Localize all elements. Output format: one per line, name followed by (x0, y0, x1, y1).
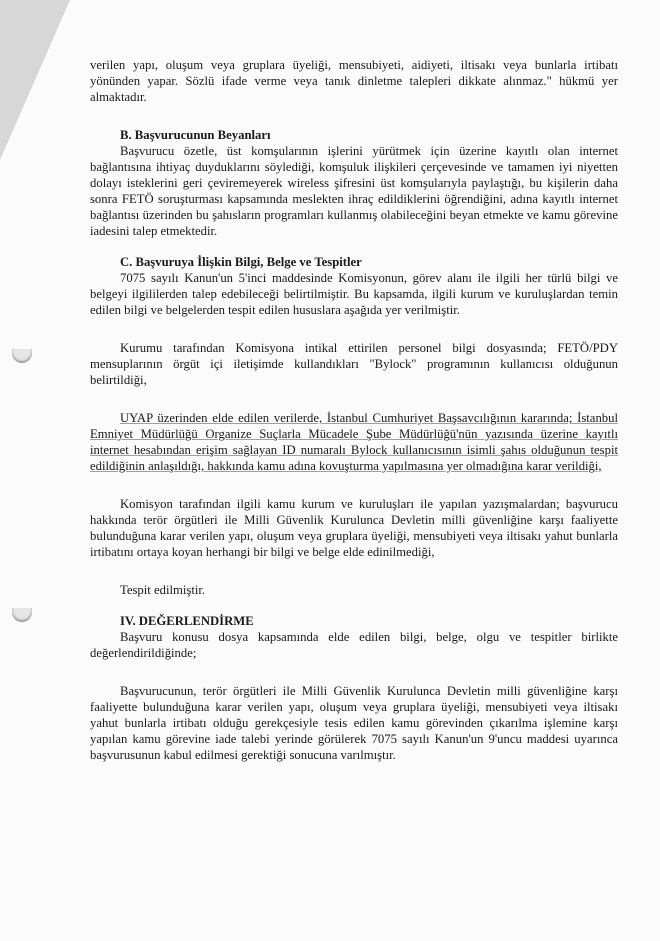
paragraph: verilen yapı, oluşum veya gruplara üyeliği, mensubiyeti, aidiyeti, iltisakı veya bunlarla irtibatı yönünden yapar. Sözlü ifade verme veya tanık dinletme talepleri dikkate alınmaz." hükmü yer almaktadır. (90, 58, 618, 104)
paragraph: Başvurucunun, terör örgütleri ile Milli Güvenlik Kurulunca Devletin milli güvenliğine karşı faaliyette bulunduğuna karar verilen yapı, oluşum veya gruplara üyeliği, mensubiyeti veya iltisakı yahut bunlarla irtibatı olduğu gerekçesiyle tesis edilen kamu görevinden çıkarılma işlemine karşı yapılan kamu görevine iade talebi yerinde görülerek 7075 sayılı Kanun'un 9'uncu maddesi uyarınca başvurusunun kabul edilmesi gerektiği sonucuna varılmıştır. (90, 684, 618, 762)
section-heading: B. Başvurucunun Beyanları (120, 128, 271, 142)
punch-hole (12, 349, 32, 363)
document-body (90, 57, 618, 763)
paragraph: Komisyon tarafından ilgili kamu kurum ve kuruluşları ile yapılan yazışmalardan; başvurucu hakkında terör örgütleri ile Milli Güvenlik Kurulunca Devletin milli güvenliğine karşı faaliyette bulunduğuna karar verilen yapı, oluşum veya gruplara üyeliği, mensubiyeti veya iltisakı yahut bunlarla irtibatını ortaya koyan herhangi bir bilgi ve belge elde edinilmediği, (90, 497, 618, 559)
paragraph: 7075 sayılı Kanun'un 5'inci maddesinde Komisyonun, görev alanı ile ilgili her türlü bilgi ve belgeyi ilgililerden talep edebileceği belirtilmiştir. Bu kapsamda, ilgili kurum ve kuruluşlardan temin edilen bilgi ve belgelerden tespit edilen hususlara aşağıda yer verilmiştir. (90, 271, 618, 317)
section-heading: C. Başvuruya İlişkin Bilgi, Belge ve Tespitler (120, 255, 362, 269)
paragraph: Başvurucu özetle, üst komşularının işlerini yürütmek için üzerine kayıtlı olan internet bağlantısına ihtiyaç duyduklarını söylediği, komşuluk ilişkileri çerçevesinde ve tamamen iyi niyetten dolayı isteklerini geri çeviremeyerek wireless şifresini üst komşularıyla paylaştığı, bu kişilerin daha sonra FETÖ soruşturması kapsamında meslekten ihraç edildiklerini öğrendiğini, adına kayıtlı internet bağlantısı üzerinden bu şahısların programları kullanmış olabileceğini beyan etmekte ve kamu görevine iadesini talep etmektedir. (90, 144, 618, 238)
folded-corner (0, 0, 70, 160)
punch-hole (12, 608, 32, 622)
paragraph: Kurumu tarafından Komisyona intikal ettirilen personel bilgi dosyasında; FETÖ/PDY mensuplarının örgüt içi iletişimde kullandıkları "Bylock" programının kullanıcısı olduğunun belirtildiği, (90, 341, 618, 387)
paragraph: Başvuru konusu dosya kapsamında elde edilen bilgi, belge, olgu ve tespitler birlikte değerlendirildiğinde; (90, 630, 618, 660)
paragraph: Tespit edilmiştir. (120, 583, 206, 597)
paragraph-redacted: UYAP üzerinden elde edilen verilerde, İstanbul Cumhuriyet Başsavcılığının kararında; İstanbul Emniyet Müdürlüğü Organize Suçlarla Mücadele Şube Müdürlüğü'nün yazısında üzerine kayıtlı internet hesabından erişim sağlayan ID numaralı Bylock kullanıcısının isimli şahıs olduğunun tespit edildiğinin anlaşıldığı, hakkında kamu adına kovuşturma yapılmasına yer olmadığına karar verildiği, (90, 411, 618, 473)
section-heading: IV. DEĞERLENDİRME (120, 614, 254, 628)
